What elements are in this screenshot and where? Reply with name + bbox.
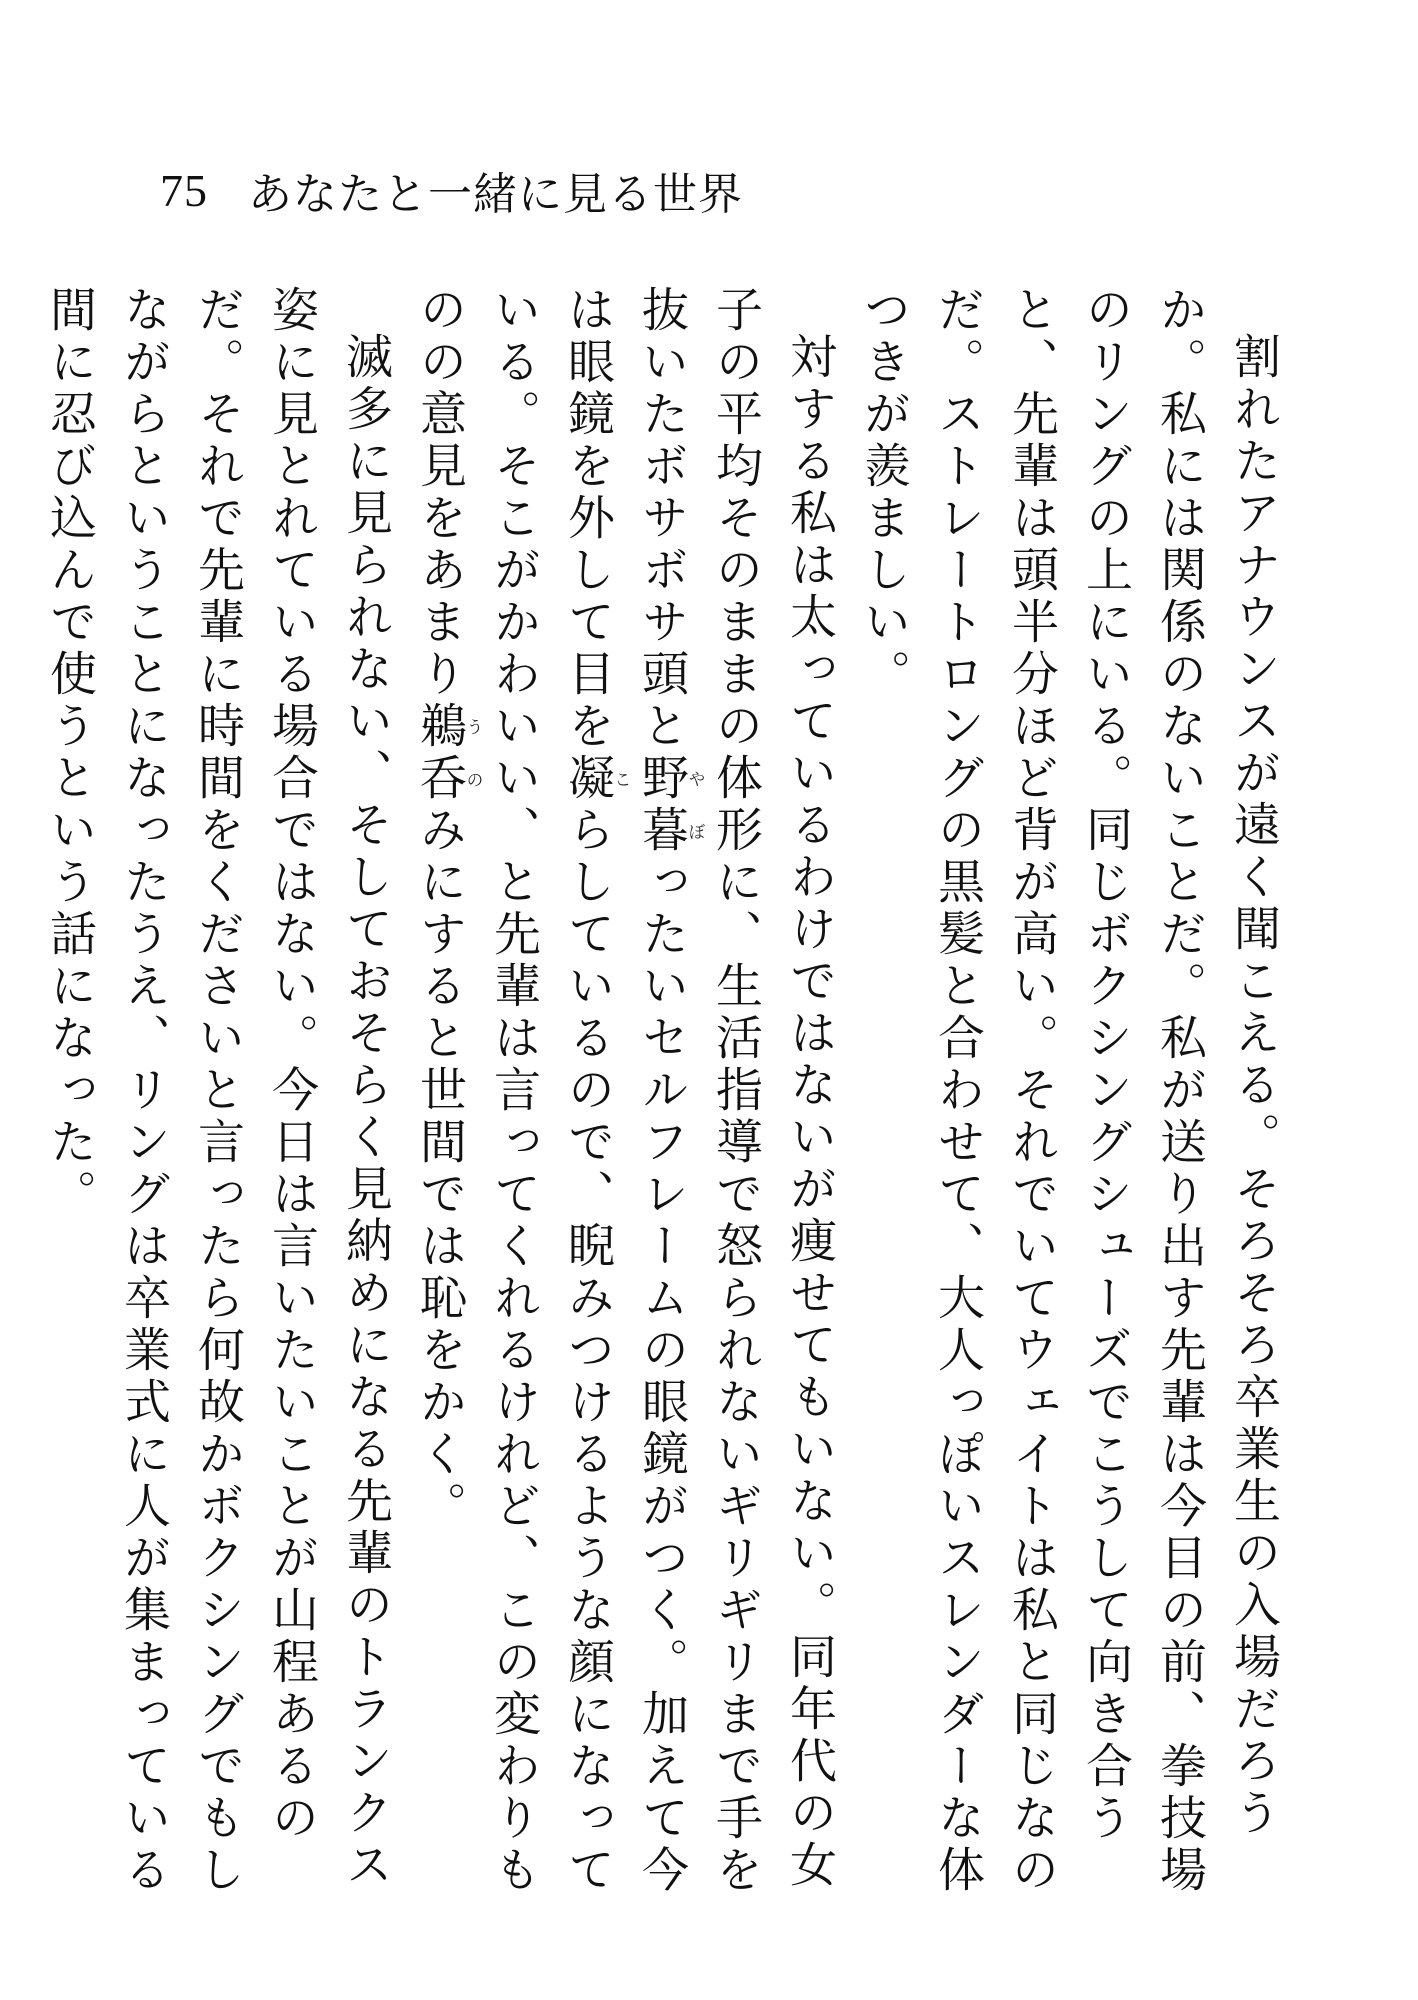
text-run: らしているので、睨みつけるような顔になっている。そこがかわいい、と先輩は言ってくれるけれど、この変わりものの意見をあまり bbox=[412, 285, 615, 1897]
text-run: 対する私は太っているわけではないが痩せてもいない。同年代の女子の平均そのままの体形に、生活指導で怒られないギリギリまで手を抜いたボサボサ頭と bbox=[634, 285, 837, 1897]
ruby-reading: こ bbox=[610, 753, 631, 805]
paragraph bbox=[32, 285, 402, 1930]
text-run: みにすると世間では恥をかく。 bbox=[412, 805, 467, 1533]
body-text bbox=[42, 285, 1290, 1930]
ruby-reading: やぼ bbox=[684, 753, 705, 857]
ruby-annotated-word bbox=[634, 753, 705, 857]
running-head bbox=[160, 160, 743, 220]
ruby-base: 凝 bbox=[560, 753, 615, 805]
ruby-base: 野暮 bbox=[634, 753, 689, 857]
ruby-annotated-word bbox=[412, 701, 483, 805]
ruby-annotated-word bbox=[560, 753, 631, 805]
text-run: ったいセルフレームの眼鏡がつく。加えて今は眼鏡を外して目を bbox=[560, 285, 689, 1897]
page-number: 75 bbox=[160, 164, 208, 216]
text-run: 割れたアナウンスが遠く聞こえる。そろそろ卒業生の入場だろうか。私には関係のないことだ。私が送り出す先輩は今目の前、拳技場のリングの上にいる。同じボクシングシューズでこうして向き合うと、先輩は頭半分ほど背が高い。それでいてウェイトは私と同じなのだ。ストレートロングの黒髪と合わせて、大人っぽいスレンダーな体つきが羨ましい。 bbox=[856, 285, 1281, 1897]
ruby-reading: うの bbox=[462, 701, 483, 805]
text-run: 滅多に見られない、そしておそらく見納めになる先輩のトランクス姿に見とれている場合ではない。今日は言いたいことが山程あるのだ。それで先輩に時間をくださいと言ったら何故かボクシングでもしながらということになったうえ、リングは卒業式に人が集まっている間に忍び込んで使うという話になった。 bbox=[42, 285, 393, 1897]
chapter-title: あなたと一緒に見る世界 bbox=[248, 169, 743, 220]
paragraph bbox=[846, 285, 1290, 1930]
paragraph bbox=[402, 285, 846, 1930]
ruby-base: 鵜呑 bbox=[412, 701, 467, 805]
